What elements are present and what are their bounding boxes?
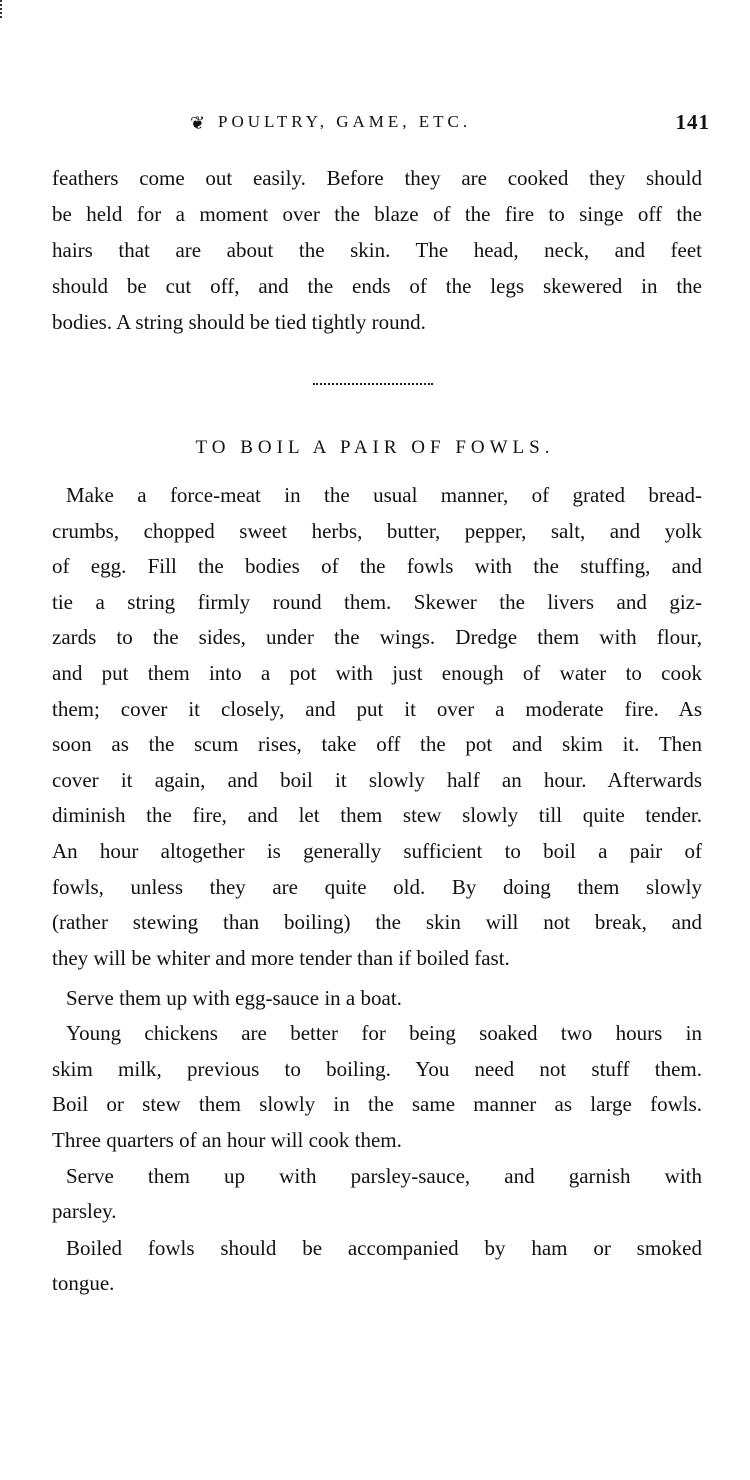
margin-mark: [0, 0, 8, 18]
text-line: hairs that are about the skin. The head, neck, and feet: [52, 238, 702, 262]
text-line: cover it again, and boil it slowly half an hour. Afterwards: [52, 768, 702, 792]
text-line: Three quarters of an hour will cook them.: [52, 1128, 402, 1152]
text-line: zards to the sides, under the wings. Dredge them with flour,: [52, 625, 702, 649]
ornament-icon: ❦: [190, 113, 206, 133]
text-line: feathers come out easily. Before they are cooked they should: [52, 166, 702, 190]
text-line: Serve them up with egg-sauce in a boat.: [66, 986, 402, 1010]
text-line: Boil or stew them slowly in the same manner as large fowls.: [52, 1092, 702, 1116]
text-line: tongue.: [52, 1271, 115, 1295]
text-line: and put them into a pot with just enough of water to cook: [52, 661, 702, 685]
text-line: tie a string firmly round them. Skewer the livers and giz-: [52, 590, 702, 614]
text-line: Young chickens are better for being soaked two hours in: [66, 1021, 702, 1045]
running-header: [190, 110, 710, 140]
text-line: parsley.: [52, 1199, 117, 1223]
text-line: fowls, unless they are quite old. By doing them slowly: [52, 875, 702, 899]
text-line: crumbs, chopped sweet herbs, butter, pepper, salt, and yolk: [52, 519, 702, 543]
text-line: diminish the fire, and let them stew slowly till quite tender.: [52, 803, 702, 827]
text-line: skim milk, previous to boiling. You need not stuff them.: [52, 1057, 702, 1081]
header-title: POULTRY, GAME, ETC.: [218, 112, 472, 131]
text-line: soon as the scum rises, take off the pot and skim it. Then: [52, 732, 702, 756]
section-divider: [313, 383, 433, 387]
text-line: of egg. Fill the bodies of the fowls with the stuffing, and: [52, 554, 702, 578]
text-line: Make a force-meat in the usual manner, of grated bread-: [66, 483, 702, 507]
text-line: Serve them up with parsley-sauce, and garnish with: [66, 1164, 702, 1188]
text-line: be held for a moment over the blaze of the fire to singe off the: [52, 202, 702, 226]
text-line: Boiled fowls should be accompanied by ham or smoked: [66, 1236, 702, 1260]
page-number: 141: [675, 110, 710, 134]
text-line: they will be whiter and more tender than if boiled fast.: [52, 946, 510, 970]
text-line: An hour altogether is generally sufficient to boil a pair of: [52, 839, 702, 863]
section-heading: TO BOIL A PAIR OF FOWLS.: [195, 437, 555, 458]
text-line: them; cover it closely, and put it over a moderate fire. As: [52, 697, 702, 721]
text-line: (rather stewing than boiling) the skin will not break, and: [52, 910, 702, 934]
text-line: bodies. A string should be tied tightly round.: [52, 310, 426, 334]
text-line: should be cut off, and the ends of the legs skewered in the: [52, 274, 702, 298]
